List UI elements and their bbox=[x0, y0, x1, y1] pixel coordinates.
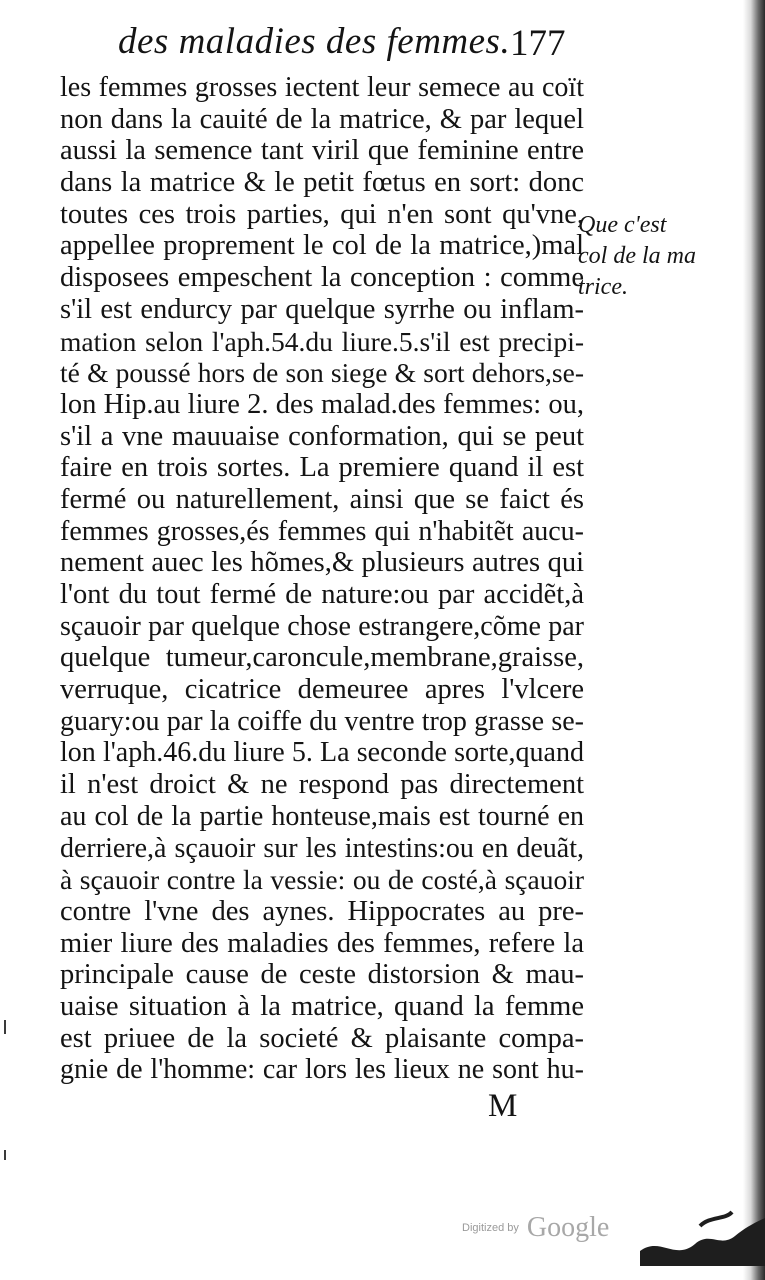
text-line: guary:ou par la coiffe du ventre trop grasse se- bbox=[60, 705, 584, 737]
text-line: non dans la cauité de la matrice, & par lequel bbox=[60, 103, 584, 135]
text-line: contre l'vne des aynes. Hippocrates au pre- bbox=[60, 895, 584, 927]
text-line: lon Hip.au liure 2. des malad.des femmes: ou, bbox=[60, 388, 584, 420]
text-line: nement auec les hõmes,& plusieurs autres qui bbox=[60, 547, 584, 579]
watermark-prefix: Digitized by bbox=[462, 1222, 519, 1234]
text-line: dans la matrice & le petit fœtus en sort: donc bbox=[60, 167, 584, 199]
text-line: lon l'aph.46.du liure 5. La seconde sorte,quand bbox=[60, 737, 584, 769]
text-line: faire en trois sortes. La premiere quand il est bbox=[60, 452, 584, 484]
text-line: femmes grosses,és femmes qui n'habitẽt aucu- bbox=[60, 515, 584, 547]
text-line: toutes ces trois parties, qui n'en sont qu'vne, bbox=[60, 198, 584, 230]
text-line: quelque tumeur,caroncule,membrane,graisse, bbox=[60, 642, 584, 674]
body-text bbox=[60, 72, 584, 1086]
margin-note-line: Que c'est bbox=[578, 212, 667, 238]
text-line: aussi la semence tant viril que feminine entre bbox=[60, 135, 584, 167]
scan-speck bbox=[4, 1150, 6, 1160]
page-number: 177 bbox=[510, 23, 566, 64]
scan-speck bbox=[4, 1020, 6, 1034]
text-line: té & poussé hors de son siege & sort dehors,se- bbox=[60, 357, 584, 389]
signature-mark: M bbox=[488, 1088, 518, 1124]
margin-note bbox=[578, 210, 718, 303]
text-line: appellee proprement le col de la matrice,)mal bbox=[60, 230, 584, 262]
text-line: s'il est endurcy par quelque syrrhe ou inflam- bbox=[60, 293, 584, 325]
text-line: il n'est droict & ne respond pas directement bbox=[60, 769, 584, 801]
text-line: mation selon l'aph.54.du liure.5.s'il est precipi- bbox=[60, 325, 584, 357]
ink-flourish-icon bbox=[640, 1206, 765, 1266]
running-head: des maladies des femmes. bbox=[118, 21, 511, 62]
text-line: fermé ou naturellement, ainsi que se faict és bbox=[60, 483, 584, 515]
margin-note-line: col de la ma bbox=[578, 243, 696, 269]
digitized-watermark bbox=[462, 1212, 609, 1244]
text-line: les femmes grosses iectent leur semece au coït bbox=[60, 72, 584, 103]
text-line: mier liure des maladies des femmes, refere la bbox=[60, 927, 584, 959]
text-line: derriere,à sçauoir sur les intestins:ou en deuãt, bbox=[60, 832, 584, 864]
margin-note-line: trice. bbox=[578, 274, 628, 300]
text-line: est priuee de la societé & plaisante compa- bbox=[60, 1022, 584, 1054]
text-line: s'il a vne mauuaise conformation, qui se peut bbox=[60, 420, 584, 452]
text-line: principale cause de ceste distorsion & mau- bbox=[60, 959, 584, 991]
text-line: à sçauoir contre la vessie: ou de costé,à sçauoir bbox=[60, 864, 584, 896]
text-line: sçauoir par quelque chose estrangere,cõme par bbox=[60, 610, 584, 642]
text-line: gnie de l'homme: car lors les lieux ne sont hu- bbox=[60, 1054, 584, 1086]
text-line: au col de la partie honteuse,mais est tourné en bbox=[60, 800, 584, 832]
text-line: l'ont du tout fermé de nature:ou par accidẽt,à bbox=[60, 579, 584, 610]
text-line: disposees empeschent la conception : comme bbox=[60, 262, 584, 294]
text-line: verruque, cicatrice demeuree apres l'vlcere bbox=[60, 674, 584, 706]
page-binding-edge bbox=[743, 0, 765, 1280]
google-logo-text: Google bbox=[526, 1212, 610, 1243]
text-line: uaise situation à la matrice, quand la femme bbox=[60, 990, 584, 1022]
